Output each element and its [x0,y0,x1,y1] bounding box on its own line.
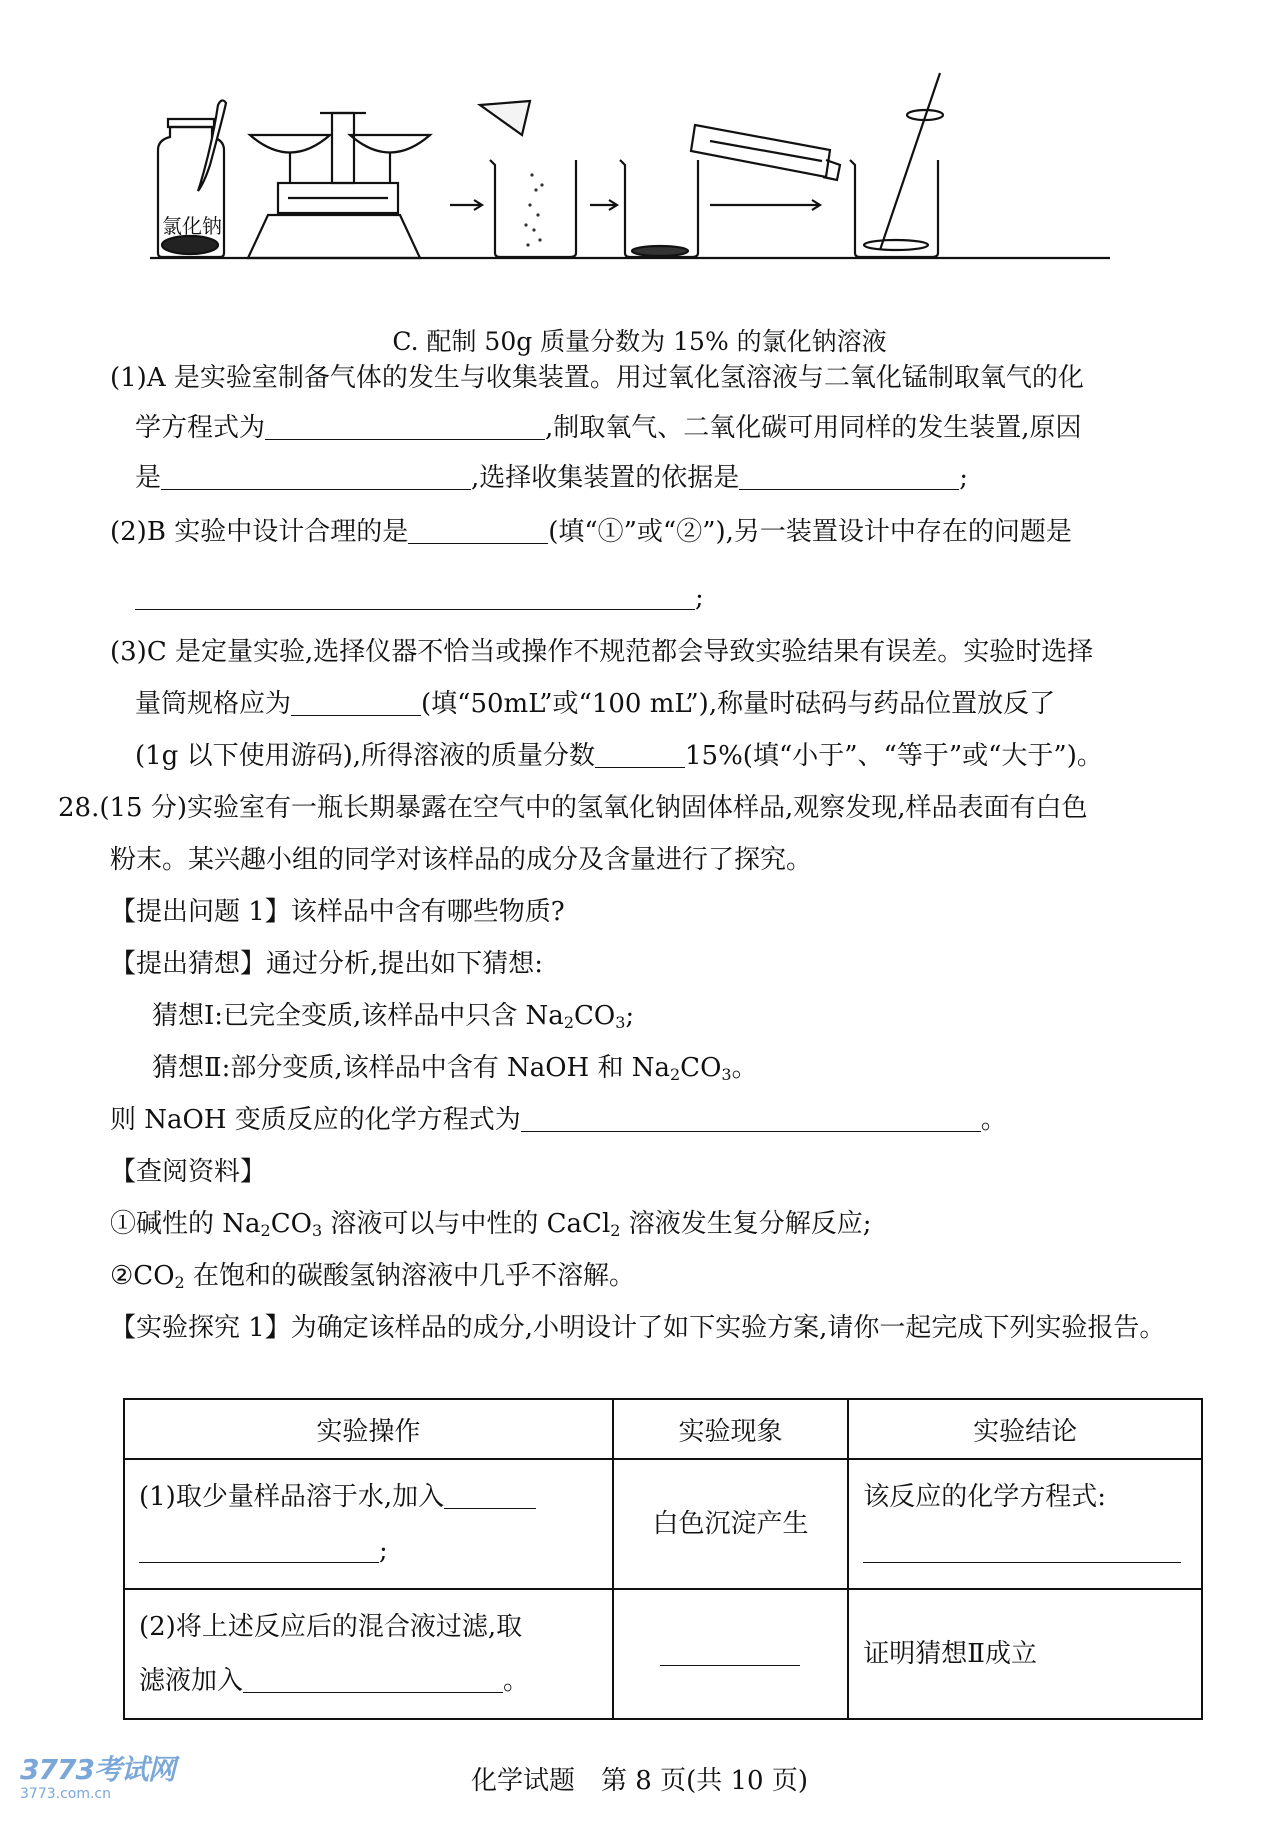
q28-intro-line1: 28.(15 分)实验室有一瓶长期暴露在空气中的氢氧化钠固体样品,观察发现,样品表面有白色 [58,793,1088,823]
watermark-logo-text: 3773考试网 [20,1753,175,1786]
text: 学方程式为 [135,413,266,443]
text: 。 [980,1105,1007,1135]
answer-blank[interactable] [521,1103,981,1132]
answer-blank[interactable] [444,1480,536,1509]
subscript: 2 [260,1221,271,1240]
text: 则 NaOH 变质反应的化学方程式为 [110,1105,521,1135]
text: ,选择收集装置的依据是 [471,463,740,493]
q28-question1: 【提出问题 1】该样品中含有哪些物质? [110,897,565,927]
text: 滤液加入 [139,1666,244,1696]
header-operation: 实验操作 [124,1399,613,1459]
watermark-url: 3773.com.cn [20,1786,111,1802]
q28-hypothesis1 [152,998,634,1041]
text: (2)将上述反应后的混合液过滤,取 [139,1612,523,1642]
q28-explore1: 【实验探究 1】为确定该样品的成分,小明设计了如下实验方案,请你一起完成下列实验报告。 [110,1313,1166,1343]
text: ; [379,1536,388,1566]
answer-blank[interactable] [139,1534,379,1563]
q28-reference2 [110,1258,635,1301]
answer-blank[interactable] [161,461,471,490]
text: 是 [135,463,162,493]
answer-blank[interactable] [243,1664,503,1693]
text: 猜想Ⅱ:部分变质,该样品中含有 NaOH 和 Na [152,1053,670,1083]
answer-blank[interactable] [265,411,545,440]
row1-phenomenon: 白色沉淀产生 [613,1459,849,1589]
answer-blank[interactable] [135,581,695,610]
row2-phenomenon [613,1589,849,1719]
q27-part2-line1 [110,514,1072,550]
answer-blank[interactable] [863,1534,1181,1563]
q27-part3-line3 [135,738,1103,774]
text: 溶液可以与中性的 CaCl [322,1209,611,1239]
text: (填“50mL”或“100 mL”),称量时砝码与药品位置放反了 [421,689,1056,719]
beaker-salt-icon [620,160,698,257]
text: ; [695,583,704,613]
q27-part3-line2 [135,686,1055,722]
text: CO [574,1001,616,1031]
text: ; [959,463,969,493]
measuring-cylinder-icon [691,125,840,180]
experiment-report-table [123,1398,1203,1720]
table-header-row [124,1399,1202,1459]
q28-equation-line [110,1102,1007,1138]
subscript: 3 [615,1013,626,1032]
text: ,制取氧气、二氧化碳可用同样的发生装置,原因 [545,413,1082,443]
q27-part1-line1: (1)A 是实验室制备气体的发生与收集装置。用过氧化氢溶液与二氧化锰制取氧气的化 [110,363,1084,393]
row1-conclusion [848,1459,1202,1589]
subscript: 2 [669,1065,681,1084]
q27-part3-line1: (3)C 是定量实验,选择仪器不恰当或操作不规范都会导致实验结果有误差。实验时选择 [110,637,1094,667]
text: 15%(填“小于”、“等于”或“大于”)。 [685,741,1103,771]
text: ①碱性的 Na [110,1209,261,1239]
subscript: 3 [311,1221,323,1240]
q28-intro-line2: 粉末。某兴趣小组的同学对该样品的成分及含量进行了探究。 [110,845,813,875]
text: 。 [731,1053,758,1083]
q27-part1-line2 [135,410,1082,446]
text: (填“①”或“②”),另一装置设计中存在的问题是 [548,517,1072,547]
beaker-solid-icon [480,101,576,257]
q28-hypothesis-head: 【提出猜想】通过分析,提出如下猜想: [110,949,544,979]
header-conclusion: 实验结论 [848,1399,1202,1459]
q28-reference1 [110,1206,871,1249]
text: 。 [503,1666,530,1696]
watermark-logo [20,1748,175,1802]
text: CO [680,1053,722,1083]
answer-blank[interactable] [595,739,685,768]
jar-label: 氯化钠 [162,214,222,238]
text: ②CO [110,1261,175,1291]
experiment-c-figure [150,65,1110,315]
balance-icon [248,113,430,258]
header-phenomenon: 实验现象 [613,1399,849,1459]
text: 溶液发生复分解反应; [620,1209,872,1239]
table-row [124,1459,1202,1589]
table-row [124,1589,1202,1719]
q28-reference-head: 【查阅资料】 [110,1157,267,1187]
text: CO [270,1209,312,1239]
subscript: 2 [174,1273,185,1292]
subscript: 2 [563,1013,574,1032]
text: (1g 以下使用游码),所得溶液的质量分数 [135,741,596,771]
figure-caption: C. 配制 50g 质量分数为 15% 的氯化钠溶液 [392,327,887,356]
q28-hypothesis2 [152,1050,758,1093]
text: (1)取少量样品溶于水,加入 [139,1482,445,1512]
answer-blank[interactable] [408,515,548,544]
q27-part2-line2 [135,580,704,616]
subscript: 3 [721,1065,732,1084]
row2-conclusion: 证明猜想Ⅱ成立 [848,1589,1202,1719]
text: 该反应的化学方程式: [863,1482,1107,1512]
answer-blank[interactable] [739,461,959,490]
row2-operation [124,1589,613,1719]
text: 猜想Ⅰ:已完全变质,该样品中只含 Na [152,1001,564,1031]
answer-blank[interactable] [660,1637,800,1666]
beaker-stirring-icon [850,73,943,257]
q27-part1-line3 [135,460,968,496]
page-footer: 化学试题 第 8 页(共 10 页) [471,1766,808,1796]
text: 量筒规格应为 [135,689,292,719]
text: ; [625,1001,635,1031]
text: 在饱和的碳酸氢钠溶液中几乎不溶解。 [184,1261,635,1291]
answer-blank[interactable] [291,687,421,716]
row1-operation [124,1459,613,1589]
subscript: 2 [610,1221,621,1240]
text: (2)B 实验中设计合理的是 [110,517,409,547]
